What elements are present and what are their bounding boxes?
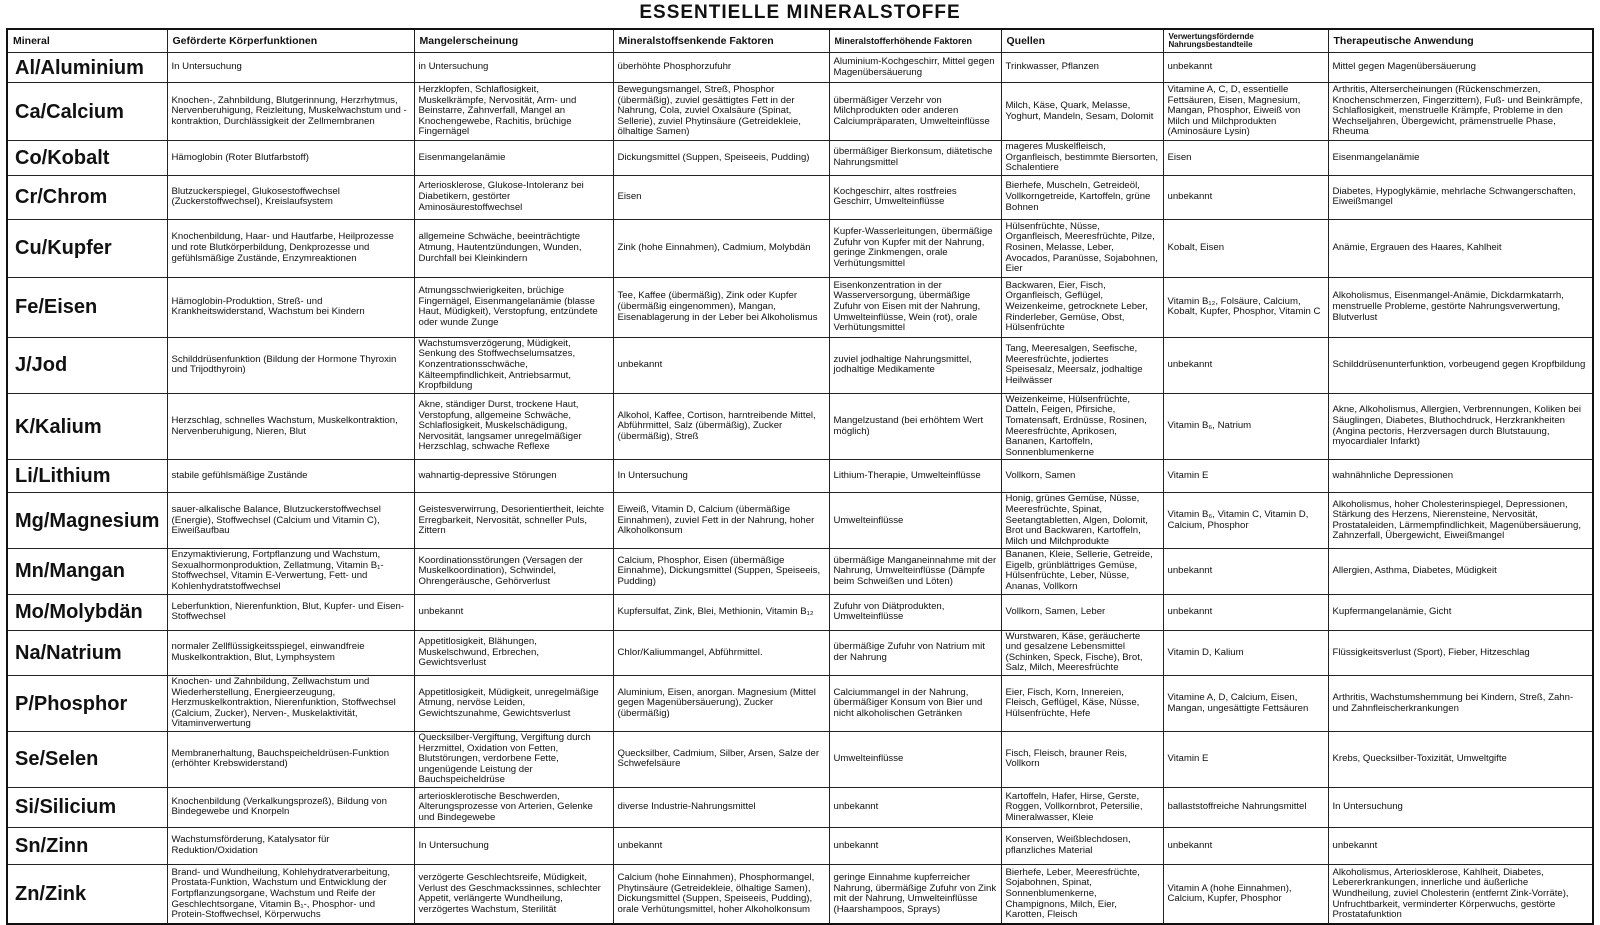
lowering-factors-cell: überhöhte Phosphorzufuhr	[613, 53, 829, 83]
raising-factors-cell: Eisenkonzentration in der Wasserversorgung, übermäßige Zufuhr von Eisen mit der Nahrung, Umwelteinflüsse, Wein (rot), orale Verhütungsmittel	[829, 277, 1001, 337]
functions-cell: Knochenbildung, Haar- und Hautfarbe, Heilprozesse und rote Blutkörperbildung, Denkprozesse und gefühlsmäßige Zustände, Enzymreaktionen	[167, 219, 414, 277]
raising-factors-cell: zuviel jodhaltige Nahrungsmittel, jodhaltige Medikamente	[829, 337, 1001, 393]
minerals-table	[6, 28, 1594, 925]
deficiency-cell: In Untersuchung	[414, 827, 613, 864]
table-row	[7, 676, 1593, 732]
therapy-cell: wahnähnliche Depressionen	[1328, 460, 1593, 493]
sources-cell: Fisch, Fleisch, brauner Reis, Vollkorn	[1001, 732, 1163, 788]
utilization-cell: Vitamine A, C, D, essentielle Fettsäuren, Eisen, Magnesium, Mangan, Phosphor, Eiweiß von Milch und Milchprodukten (Aminosäure Lysin)	[1163, 83, 1328, 141]
therapy-cell: Alkoholismus, Arteriosklerose, Kahlheit, Diabetes, Lebererkrankungen, innerliche und äußerliche Wundheilung, zuviel Cholesterin (entfernt Zink-Vorräte), Unfruchtbarkeit, verminderter Körperwuchs, gestörte Prostatafunktion	[1328, 864, 1593, 924]
raising-factors-cell: übermäßige Manganeinnahme mit der Nahrung, Umwelteinflüsse (Dämpfe beim Schweißen und Löten)	[829, 549, 1001, 594]
header-utilization: Verwertungsfördernde Nahrungsbestandteile	[1163, 29, 1328, 53]
raising-factors-cell: übermäßiger Verzehr von Milchprodukten oder anderen Calciumpräparaten, Umwelteinflüsse	[829, 83, 1001, 141]
mineral-name: Co/Kobalt	[7, 141, 167, 176]
mineral-name: Al/Aluminium	[7, 53, 167, 83]
therapy-cell: Schilddrüsenunterfunktion, vorbeugend gegen Kropfbildung	[1328, 337, 1593, 393]
therapy-cell: In Untersuchung	[1328, 787, 1593, 827]
sources-cell: Backwaren, Eier, Fisch, Organfleisch, Geflügel, Weizenkeime, getrocknete Leber, Rinderleber, Gemüse, Obst, Hülsenfrüchte	[1001, 277, 1163, 337]
deficiency-cell: arteriosklerotische Beschwerden, Alterungsprozesse von Arterien, Gelenke und Bindegewebe	[414, 787, 613, 827]
sources-cell: Weizenkeime, Hülsenfrüchte, Datteln, Feigen, Pfirsiche, Tomatensaft, Erdnüsse, Rosinen, Meeresfrüchte, Aprikosen, Bananen, Kartoffeln, Sonnenblumenkerne	[1001, 393, 1163, 460]
sources-cell: Honig, grünes Gemüse, Nüsse, Meeresfrüchte, Spinat, Seetangtabletten, Algen, Dolomit, Brot und Backwaren, Kartoffeln, Milch und Milchprodukte	[1001, 493, 1163, 549]
table-row	[7, 83, 1593, 141]
functions-cell: stabile gefühlsmäßige Zustände	[167, 460, 414, 493]
header-raising-factors: Mineralstofferhöhende Faktoren	[829, 29, 1001, 53]
sources-cell: Kartoffeln, Hafer, Hirse, Gerste, Roggen, Vollkornbrot, Petersilie, Mineralwasser, Kleie	[1001, 787, 1163, 827]
utilization-cell: Vitamin B₁₂, Folsäure, Calcium, Kobalt, Kupfer, Phosphor, Vitamin C	[1163, 277, 1328, 337]
table-row	[7, 827, 1593, 864]
deficiency-cell: Geistesverwirrung, Desorientiertheit, leichte Erregbarkeit, Nervosität, schneller Puls, Zittern	[414, 493, 613, 549]
functions-cell: Schilddrüsenfunktion (Bildung der Hormone Thyroxin und Trijodthyroin)	[167, 337, 414, 393]
table-row	[7, 141, 1593, 176]
therapy-cell: Diabetes, Hypoglykämie, mehrlache Schwangerschaften, Eiweißmangel	[1328, 175, 1593, 219]
sources-cell: Eier, Fisch, Korn, Innereien, Fleisch, Geflügel, Käse, Nüsse, Hülsenfrüchte, Hefe	[1001, 676, 1163, 732]
utilization-cell: Kobalt, Eisen	[1163, 219, 1328, 277]
raising-factors-cell: unbekannt	[829, 787, 1001, 827]
sources-cell: Tang, Meeresalgen, Seefische, Meeresfrüchte, jodiertes Speisesalz, Meersalz, jodhaltige Heilwässer	[1001, 337, 1163, 393]
mineral-name: J/Jod	[7, 337, 167, 393]
deficiency-cell: Atmungsschwierigkeiten, brüchige Fingernägel, Eisenmangelanämie (blasse Haut, Müdigkeit), Verstopfung, entzündete oder wunde Zunge	[414, 277, 613, 337]
functions-cell: Leberfunktion, Nierenfunktion, Blut, Kupfer- und Eisen-Stoffwechsel	[167, 594, 414, 630]
deficiency-cell: Eisenmangelanämie	[414, 141, 613, 176]
raising-factors-cell: Aluminium-Kochgeschirr, Mittel gegen Magenübersäuerung	[829, 53, 1001, 83]
table-row	[7, 864, 1593, 924]
mineral-name: Zn/Zink	[7, 864, 167, 924]
therapy-cell: unbekannt	[1328, 827, 1593, 864]
utilization-cell: Vitamin E	[1163, 460, 1328, 493]
lowering-factors-cell: diverse Industrie-Nahrungsmittel	[613, 787, 829, 827]
therapy-cell: Allergien, Asthma, Diabetes, Müdigkeit	[1328, 549, 1593, 594]
table-row	[7, 219, 1593, 277]
utilization-cell: Eisen	[1163, 141, 1328, 176]
mineral-name: Mg/Magnesium	[7, 493, 167, 549]
therapy-cell: Kupfermangelanämie, Gicht	[1328, 594, 1593, 630]
header-lowering-factors: Mineralstoffsenkende Faktoren	[613, 29, 829, 53]
utilization-cell: unbekannt	[1163, 53, 1328, 83]
lowering-factors-cell: Zink (hohe Einnahmen), Cadmium, Molybdän	[613, 219, 829, 277]
table-row	[7, 787, 1593, 827]
mineral-name: Si/Silicium	[7, 787, 167, 827]
utilization-cell: Vitamin D, Kalium	[1163, 630, 1328, 675]
table-row	[7, 175, 1593, 219]
raising-factors-cell: Umwelteinflüsse	[829, 493, 1001, 549]
raising-factors-cell: Kochgeschirr, altes rostfreies Geschirr, Umwelteinflüsse	[829, 175, 1001, 219]
raising-factors-cell: übermäßige Zufuhr von Natrium mit der Nahrung	[829, 630, 1001, 675]
mineral-name: Fe/Eisen	[7, 277, 167, 337]
table-row	[7, 277, 1593, 337]
sources-cell: Konserven, Weißblechdosen, pflanzliches Material	[1001, 827, 1163, 864]
utilization-cell: Vitamin A (hohe Einnahmen), Calcium, Kupfer, Phosphor	[1163, 864, 1328, 924]
raising-factors-cell: unbekannt	[829, 827, 1001, 864]
sources-cell: Hülsenfrüchte, Nüsse, Organfleisch, Meeresfrüchte, Pilze, Rosinen, Melasse, Leber, Avocados, Paranüsse, Sojabohnen, Eier	[1001, 219, 1163, 277]
functions-cell: Hämoglobin-Produktion, Streß- und Krankheitswiderstand, Wachstum bei Kindern	[167, 277, 414, 337]
deficiency-cell: Herzklopfen, Schlaflosigkeit, Muskelkrämpfe, Nervosität, Arm- und Beinstarre, Zahnverfall, Mangel an Knochengewebe, Rachitis, brüchige Fingernägel	[414, 83, 613, 141]
table-row	[7, 630, 1593, 675]
sources-cell: Bierhefe, Muscheln, Getreideöl, Vollkorngetreide, Kartoffeln, grüne Bohnen	[1001, 175, 1163, 219]
deficiency-cell: Akne, ständiger Durst, trockene Haut, Verstopfung, allgemeine Schwäche, Schlaflosigkeit, Muskelschädigung, Nervosität, langsamer unregelmäßiger Herzschlag, schwache Reflexe	[414, 393, 613, 460]
deficiency-cell: unbekannt	[414, 594, 613, 630]
deficiency-cell: allgemeine Schwäche, beeinträchtigte Atmung, Hautentzündungen, Wunden, Durchfall bei Kleinkindern	[414, 219, 613, 277]
sources-cell: Vollkorn, Samen, Leber	[1001, 594, 1163, 630]
header-mineral: Mineral	[7, 29, 167, 53]
functions-cell: normaler Zellflüssigkeitsspiegel, einwandfreie Muskelkontraktion, Blut, Lymphsystem	[167, 630, 414, 675]
sources-cell: Bierhefe, Leber, Meeresfrüchte, Sojabohnen, Spinat, Sonnenblumenkerne, Champignons, Milch, Eier, Karotten, Fleisch	[1001, 864, 1163, 924]
utilization-cell: unbekannt	[1163, 594, 1328, 630]
lowering-factors-cell: unbekannt	[613, 337, 829, 393]
mineral-name: Cu/Kupfer	[7, 219, 167, 277]
deficiency-cell: wahnartig-depressive Störungen	[414, 460, 613, 493]
header-therapy: Therapeutische Anwendung	[1328, 29, 1593, 53]
table-row	[7, 337, 1593, 393]
therapy-cell: Arthritis, Wachstumshemmung bei Kindern, Streß, Zahn- und Zahnfleischerkrankungen	[1328, 676, 1593, 732]
header-functions: Geförderte Körperfunktionen	[167, 29, 414, 53]
therapy-cell: Arthritis, Altersercheinungen (Rückenschmerzen, Knochenschmerzen, Fingerzittern), Fuß- und Beinkrämpfe, Schlaflosigkeit, menstruelle Krämpfe, Probleme in den Wechseljahren, Übergewicht, prämenstruelle Phase, Rheuma	[1328, 83, 1593, 141]
functions-cell: Wachstumsförderung, Katalysator für Reduktion/Oxidation	[167, 827, 414, 864]
deficiency-cell: Appetitlosigkeit, Müdigkeit, unregelmäßige Atmung, nervöse Leiden, Gewichtszunahme, Gewichtsverlust	[414, 676, 613, 732]
sources-cell: mageres Muskelfleisch, Organfleisch, bestimmte Biersorten, Schalentiere	[1001, 141, 1163, 176]
table-row	[7, 393, 1593, 460]
raising-factors-cell: Zufuhr von Diätprodukten, Umwelteinflüsse	[829, 594, 1001, 630]
deficiency-cell: Quecksilber-Vergiftung, Vergiftung durch Herzmittel, Oxidation von Fetten, Blutstörungen, verdorbene Fette, ungenügende Leistung der Bauchspeicheldrüse	[414, 732, 613, 788]
functions-cell: Blutzuckerspiegel, Glukosestoffwechsel (Zuckerstoffwechsel), Kreislaufsystem	[167, 175, 414, 219]
raising-factors-cell: Lithium-Therapie, Umwelteinflüsse	[829, 460, 1001, 493]
therapy-cell: Flüssigkeitsverlust (Sport), Fieber, Hitzeschlag	[1328, 630, 1593, 675]
utilization-cell: unbekannt	[1163, 337, 1328, 393]
header-deficiency: Mangelerscheinung	[414, 29, 613, 53]
lowering-factors-cell: In Untersuchung	[613, 460, 829, 493]
lowering-factors-cell: Calcium, Phosphor, Eisen (übermäßige Einnahme), Dickungsmittel (Suppen, Speiseeis, Pudding)	[613, 549, 829, 594]
lowering-factors-cell: unbekannt	[613, 827, 829, 864]
therapy-cell: Alkoholismus, Eisenmangel-Anämie, Dickdarmkatarrh, menstruelle Probleme, gestörte Nahrungsverwertung, Blutverlust	[1328, 277, 1593, 337]
lowering-factors-cell: Eisen	[613, 175, 829, 219]
mineral-name: Cr/Chrom	[7, 175, 167, 219]
lowering-factors-cell: Bewegungsmangel, Streß, Phosphor (übermäßig), zuviel gesättigtes Fett in der Nahrung, Cola, zuviel Oxalsäure (Spinat, Sellerie), zuviel Phytinsäure (Getreidekleie, ölhaltige Samen)	[613, 83, 829, 141]
functions-cell: Enzymaktivierung, Fortpflanzung und Wachstum, Sexualhormonproduktion, Zellatmung, Vitamin B₁-Stoffwechsel, Vitamin E-Verwertung, Fett- und Kohlenhydratstoffwechsel	[167, 549, 414, 594]
mineral-name: Li/Lithium	[7, 460, 167, 493]
utilization-cell: Vitamine A, D, Calcium, Eisen, Mangan, ungesättigte Fettsäuren	[1163, 676, 1328, 732]
deficiency-cell: in Untersuchung	[414, 53, 613, 83]
sources-cell: Vollkorn, Samen	[1001, 460, 1163, 493]
sources-cell: Milch, Käse, Quark, Melasse, Yoghurt, Mandeln, Sesam, Dolomit	[1001, 83, 1163, 141]
therapy-cell: Akne, Alkoholismus, Allergien, Verbrennungen, Koliken bei Säuglingen, Diabetes, Bluthochdruck, Herzkrankheiten (Angina pectoris, Herzversagen durch Blutstauung, myocardialer Infarkt)	[1328, 393, 1593, 460]
lowering-factors-cell: Dickungsmittel (Suppen, Speiseeis, Pudding)	[613, 141, 829, 176]
lowering-factors-cell: Calcium (hohe Einnahmen), Phosphormangel, Phytinsäure (Getreidekleie, ölhaltige Samen), Dickungsmittel (Suppen, Speiseeis, Pudding), orale Verhütungsmittel, hoher Alkoholkonsum	[613, 864, 829, 924]
functions-cell: Knochen-, Zahnbildung, Blutgerinnung, Herzrhytmus, Nervenberuhigung, Reizleitung, Muskelwachstum und -kontraktion, Durchlässigkeit der Zellmembranen	[167, 83, 414, 141]
raising-factors-cell: Calciummangel in der Nahrung, übermäßiger Konsum von Bier und nicht alkoholischen Getränken	[829, 676, 1001, 732]
mineral-name: Sn/Zinn	[7, 827, 167, 864]
utilization-cell: unbekannt	[1163, 175, 1328, 219]
mineral-name: Na/Natrium	[7, 630, 167, 675]
lowering-factors-cell: Chlor/Kaliummangel, Abführmittel.	[613, 630, 829, 675]
utilization-cell: unbekannt	[1163, 549, 1328, 594]
page-title: ESSENTIELLE MINERALSTOFFE	[639, 2, 961, 23]
lowering-factors-cell: Tee, Kaffee (übermäßig), Zink oder Kupfer (übermäßig eingenommen), Mangan, Eisenablagerung in der Leber bei Alkoholismus	[613, 277, 829, 337]
raising-factors-cell: Kupfer-Wasserleitungen, übermäßige Zufuhr von Kupfer mit der Nahrung, geringe Zinkmengen, orale Verhütungsmittel	[829, 219, 1001, 277]
therapy-cell: Krebs, Quecksilber-Toxizität, Umweltgifte	[1328, 732, 1593, 788]
header-row	[7, 29, 1593, 53]
mineral-name: Mn/Mangan	[7, 549, 167, 594]
utilization-cell: Vitamin E	[1163, 732, 1328, 788]
table-row	[7, 53, 1593, 83]
table-row	[7, 549, 1593, 594]
lowering-factors-cell: Kupfersulfat, Zink, Blei, Methionin, Vitamin B₁₂	[613, 594, 829, 630]
raising-factors-cell: geringe Einnahme kupferreicher Nahrung, übermäßige Zufuhr von Zink mit der Nahrung, Umwelteinflüsse (Haarshampoos, Sprays)	[829, 864, 1001, 924]
raising-factors-cell: übermäßiger Bierkonsum, diätetische Nahrungsmittel	[829, 141, 1001, 176]
mineral-name: Mo/Molybdän	[7, 594, 167, 630]
utilization-cell: ballaststoffreiche Nahrungsmittel	[1163, 787, 1328, 827]
therapy-cell: Anämie, Ergrauen des Haares, Kahlheit	[1328, 219, 1593, 277]
lowering-factors-cell: Quecksilber, Cadmium, Silber, Arsen, Salze der Schwefelsäure	[613, 732, 829, 788]
functions-cell: In Untersuchung	[167, 53, 414, 83]
therapy-cell: Eisenmangelanämie	[1328, 141, 1593, 176]
sources-cell: Wurstwaren, Käse, geräucherte und gesalzene Lebensmittel (Schinken, Speck, Fische), Brot, Salz, Milch, Meeresfrüchte	[1001, 630, 1163, 675]
functions-cell: Brand- und Wundheilung, Kohlehydratverarbeitung, Prostata-Funktion, Wachstum und Entwicklung der Fortpflanzungsorgane, Wachstum und Reife der Geschlechtsorgane, Vitamin B₁-, Phosphor- und Protein-Stoffwechsel, Körperwuchs	[167, 864, 414, 924]
mineral-name: Se/Selen	[7, 732, 167, 788]
table-body	[7, 53, 1593, 925]
header-sources: Quellen	[1001, 29, 1163, 53]
deficiency-cell: Appetitlosigkeit, Blähungen, Muskelschwund, Erbrechen, Gewichtsverlust	[414, 630, 613, 675]
functions-cell: Herzschlag, schnelles Wachstum, Muskelkontraktion, Nervenberuhigung, Nieren, Blut	[167, 393, 414, 460]
raising-factors-cell: Mangelzustand (bei erhöhtem Wert möglich)	[829, 393, 1001, 460]
mineral-name: Ca/Calcium	[7, 83, 167, 141]
deficiency-cell: Koordinationsstörungen (Versagen der Muskelkoordination), Schwindel, Ohrengeräusche, Gehörverlust	[414, 549, 613, 594]
deficiency-cell: Arteriosklerose, Glukose-Intoleranz bei Diabetikern, gestörter Aminosäurestoffwechsel	[414, 175, 613, 219]
functions-cell: Membranerhaltung, Bauchspeicheldrüsen-Funktion (erhöhter Krebswiderstand)	[167, 732, 414, 788]
deficiency-cell: verzögerte Geschlechtsreife, Müdigkeit, Verlust des Geschmackssinnes, schlechter Appetit, verlängerte Wundheilung, verzögertes Wachstum, Sterilität	[414, 864, 613, 924]
functions-cell: Knochenbildung (Verkalkungsprozeß), Bildung von Bindegewebe und Knorpeln	[167, 787, 414, 827]
table-row	[7, 460, 1593, 493]
sources-cell: Bananen, Kleie, Sellerie, Getreide, Eigelb, grünblättriges Gemüse, Hülsenfrüchte, Leber, Nüsse, Ananas, Vollkorn	[1001, 549, 1163, 594]
utilization-cell: Vitamin B₆, Vitamin C, Vitamin D, Calcium, Phosphor	[1163, 493, 1328, 549]
lowering-factors-cell: Eiweiß, Vitamin D, Calcium (übermäßige Einnahmen), zuviel Fett in der Nahrung, hoher Alkoholkonsum	[613, 493, 829, 549]
functions-cell: Hämoglobin (Roter Blutfarbstoff)	[167, 141, 414, 176]
sources-cell: Trinkwasser, Pflanzen	[1001, 53, 1163, 83]
table-row	[7, 732, 1593, 788]
therapy-cell: Alkoholismus, hoher Cholesterinspiegel, Depressionen, Stärkung des Herzens, Nierensteine, Nervosität, Prostataleiden, Lärmempfindlichkeit, Magenübersäuerung, Zahnzerfall, Übergewicht, Eiweißmangel	[1328, 493, 1593, 549]
deficiency-cell: Wachstumsverzögerung, Müdigkeit, Senkung des Stoffwechselumsatzes, Konzentrationsschwäche, Kälteempfindlichkeit, Antriebsarmut, Kropfbildung	[414, 337, 613, 393]
utilization-cell: unbekannt	[1163, 827, 1328, 864]
table-row	[7, 493, 1593, 549]
lowering-factors-cell: Aluminium, Eisen, anorgan. Magnesium (Mittel gegen Magenübersäuerung), Zucker (übermäßig)	[613, 676, 829, 732]
table-row	[7, 594, 1593, 630]
lowering-factors-cell: Alkohol, Kaffee, Cortison, harntreibende Mittel, Abführmittel, Salz (übermäßig), Zucker (übermäßig), Streß	[613, 393, 829, 460]
therapy-cell: Mittel gegen Magenübersäuerung	[1328, 53, 1593, 83]
functions-cell: Knochen- und Zahnbildung, Zellwachstum und Wiederherstellung, Energieerzeugung, Herzmuskelkontraktion, Nierenfunktion, Stoffwechsel (Calcium, Zucker), Nerven-, Muskelaktivität, Vitaminverwertung	[167, 676, 414, 732]
raising-factors-cell: Umwelteinflüsse	[829, 732, 1001, 788]
mineral-name: P/Phosphor	[7, 676, 167, 732]
mineral-name: K/Kalium	[7, 393, 167, 460]
utilization-cell: Vitamin B₆, Natrium	[1163, 393, 1328, 460]
functions-cell: sauer-alkalische Balance, Blutzuckerstoffwechsel (Energie), Stoffwechsel (Calcium und Vitamin C), Eiweißaufbau	[167, 493, 414, 549]
